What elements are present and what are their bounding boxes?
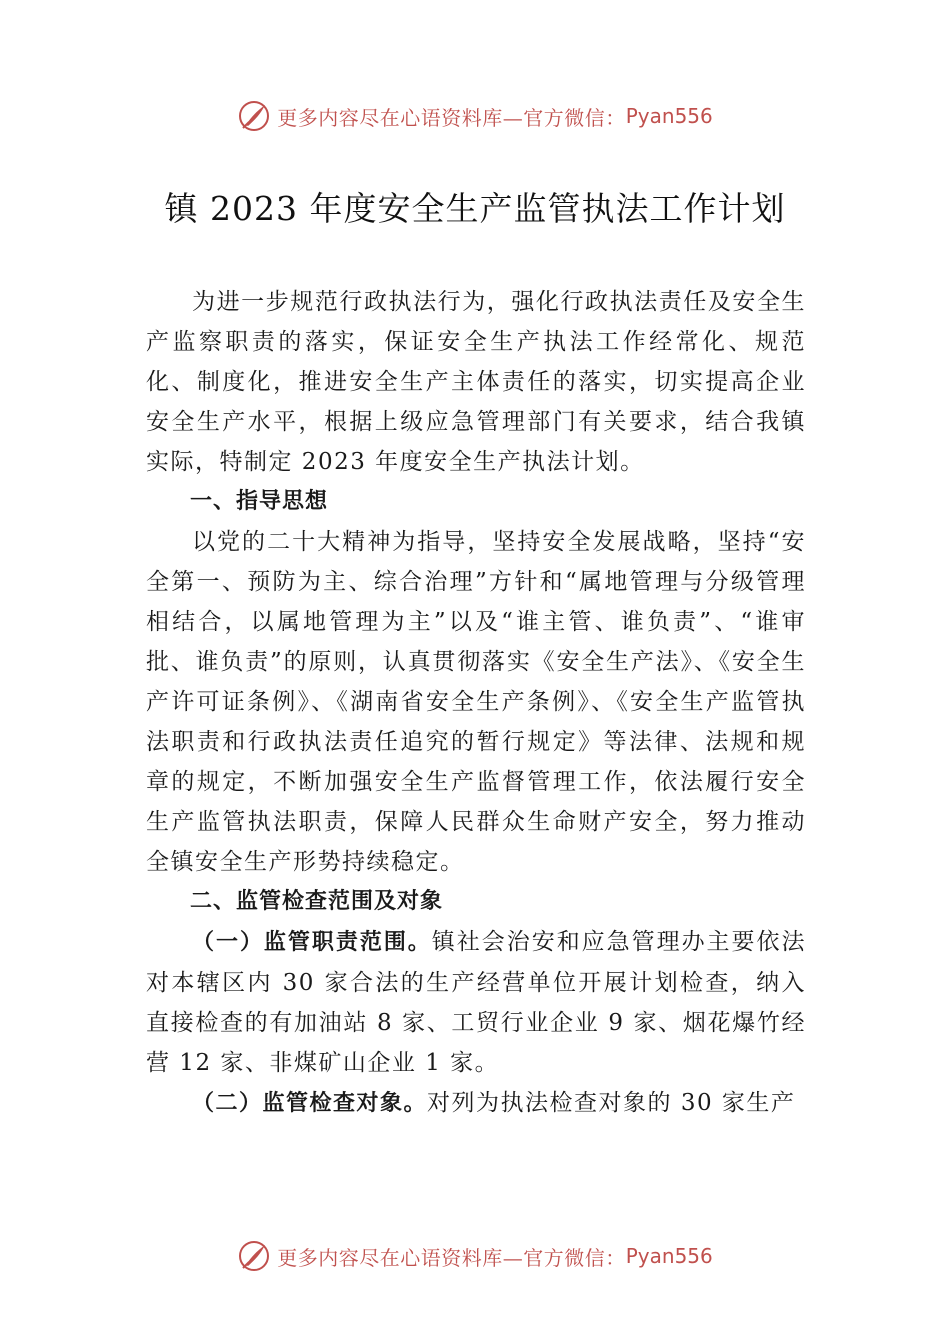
section-heading: 二、监管检查范围及对象: [190, 889, 444, 914]
feather-pen-logo-icon: [237, 99, 271, 133]
list-item: [146, 1083, 806, 1124]
section-paragraph: 以党的二十大精神为指导，坚持安全发展战略，坚持“安全第一、预防为主、综合治理”方针和“属地管理与分级管理相结合，以属地管理为主”以及“谁主管、谁负责”、“谁审批、谁负责”的原则，认真贯彻落实《安全生产法》、《安全生产许可证条例》、《湖南省安全生产条例》、《安全生产监管执法职责和行政执法责任追究的暂行规定》等法律、法规和规章的规定，不断加强安全生产监督管理工作，依法履行安全生产监管执法职责，保障人民群众生命财产安全，努力推动全镇安全生产形势持续稳定。: [146, 529, 806, 875]
subsection-label: （一）监管职责范围。: [192, 930, 432, 955]
section-heading: 一、指导思想: [190, 489, 329, 514]
watermark-text: 更多内容尽在心语资料库—官方微信：: [277, 105, 626, 130]
feather-pen-logo-icon: [237, 1239, 271, 1273]
watermark-wechat-id: Pyan556: [625, 1244, 713, 1268]
list-item: [146, 922, 806, 1083]
footer-watermark: [0, 1236, 950, 1276]
watermark-wechat-id: Pyan556: [625, 104, 713, 128]
header-watermark: [0, 96, 950, 136]
subsection-label: （二）监管检查对象。: [192, 1091, 428, 1116]
document-title: 镇 2023 年度安全生产监管执法工作计划: [164, 189, 786, 228]
subsection-text: 对列为执法检查对象的 30 家生产: [427, 1090, 796, 1116]
intro-paragraph: 为进一步规范行政执法行为，强化行政执法责任及安全生产监察职责的落实，保证安全生产执法工作经常化、规范化、制度化，推进安全生产主体责任的落实，切实提高企业安全生产水平，根据上级应急管理部门有关要求，结合我镇实际，特制定 2023 年度安全生产执法计划。: [146, 289, 806, 475]
watermark-text: 更多内容尽在心语资料库—官方微信：: [277, 1245, 626, 1270]
document-body: [146, 282, 806, 1124]
subsection-text: 镇社会治安和应急管理办主要依法对本辖区内 30 家合法的生产经营单位开展计划检查，纳入直接检查的有加油站 8 家、工贸行业企业 9 家、烟花爆竹经营 12 家、非煤矿山企业 1 家。: [146, 929, 806, 1076]
